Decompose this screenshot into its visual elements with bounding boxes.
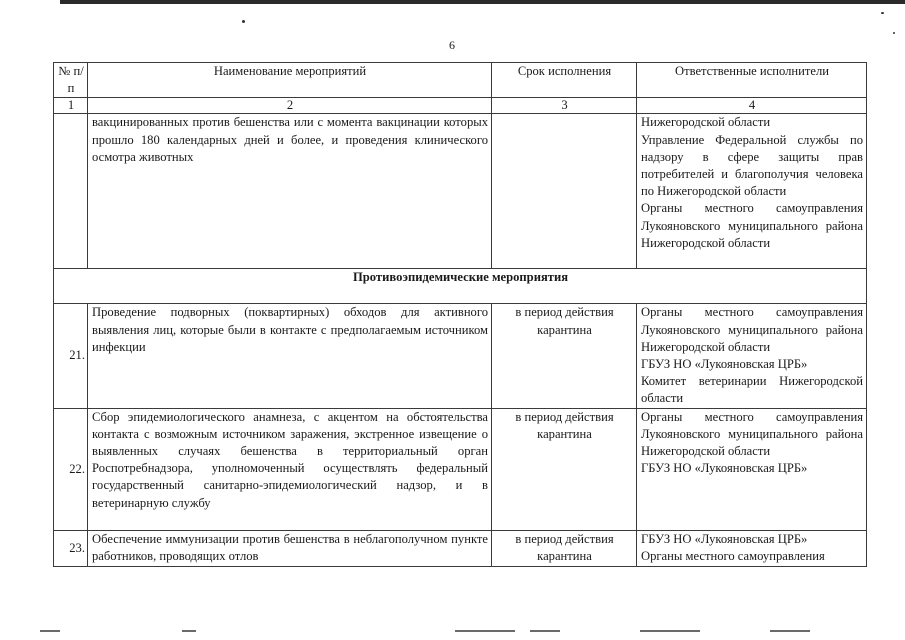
column-number: 2 <box>88 98 492 114</box>
row-number <box>54 114 88 269</box>
scan-speck <box>242 20 245 23</box>
table-header-row <box>54 63 867 98</box>
column-number: 4 <box>637 98 867 114</box>
column-number-row <box>54 98 867 114</box>
responsible-entry: Органы местного самоуправления Лукояновского муниципального района Нижегородской области <box>641 305 863 354</box>
table-row <box>54 530 867 566</box>
measures-table <box>53 62 867 567</box>
section-title: Противоэпидемические мероприятия <box>54 269 867 304</box>
responsible-entry: Органы местного самоуправления Лукояновского муниципального района Нижегородской области <box>641 409 863 459</box>
top-border-line <box>60 0 905 4</box>
deadline: в период действия карантина <box>492 304 637 408</box>
responsible-cell <box>637 530 867 566</box>
scan-speck <box>893 32 895 34</box>
row-number: 22. <box>54 408 88 530</box>
table-row <box>54 408 867 530</box>
table-row <box>54 304 867 408</box>
row-number: 21. <box>54 304 88 408</box>
column-number: 1 <box>54 98 88 114</box>
responsible-entry: ГБУЗ НО «Лукояновская ЦРБ» <box>641 357 808 372</box>
scan-edge-marks <box>0 630 905 633</box>
measure-name: Обеспечение иммунизации против бешенства в неблагополучном пункте работников, проводящих отлов <box>88 530 492 566</box>
responsible-entry: ГБУЗ НО «Лукояновская ЦРБ» <box>641 461 808 476</box>
header-name: Наименование мероприятий <box>88 63 492 98</box>
section-row <box>54 269 867 304</box>
table-row-continuation <box>54 114 867 269</box>
header-deadline: Срок исполнения <box>492 63 637 98</box>
responsible-cell <box>637 304 867 408</box>
responsible-entry: Органы местного самоуправления <box>641 548 825 563</box>
responsible-entry: Комитет ветеринарии Нижегородской области <box>641 374 863 406</box>
responsible-entry: Управление Федеральной службы по надзору в сфере защиты прав потребителей и благополучия человека по Нижегородской области <box>641 132 863 199</box>
measure-name: Проведение подворных (поквартирных) обходов для активного выявления лиц, которые были в контакте с предполагаемым источником инфекции <box>88 304 492 408</box>
deadline: в период действия карантина <box>492 408 637 530</box>
page-number: 6 <box>449 38 455 52</box>
responsible-entry: ГБУЗ НО «Лукояновская ЦРБ» <box>641 531 808 546</box>
scan-speck <box>881 12 884 14</box>
responsible-entry: Органы местного самоуправления Лукояновского муниципального района Нижегородской области <box>641 201 863 250</box>
responsible-cell <box>637 114 867 269</box>
row-number: 23. <box>54 530 88 566</box>
column-number: 3 <box>492 98 637 114</box>
responsible-cell <box>637 408 867 530</box>
deadline <box>492 114 637 269</box>
header-number: № п/п <box>54 63 88 98</box>
deadline: в период действия карантина <box>492 530 637 566</box>
header-responsible: Ответственные исполнители <box>637 63 867 98</box>
responsible-entry: Нижегородской области <box>641 115 771 130</box>
measure-name: Сбор эпидемиологического анамнеза, с акцентом на обстоятельства контакта с возможным источником заражения, экстренное извещение о выявленных случаях бешенства в территориальный орган Роспотребнадзора, уполномоченный осуществлять федеральный государственный санитарно-эпидемиологический надзор, и в ветеринарную службу <box>88 408 492 530</box>
measure-name: вакцинированных против бешенства или с момента вакцинации которых прошло 180 календарных дней и более, и проведения клинического осмотра животных <box>88 114 492 269</box>
